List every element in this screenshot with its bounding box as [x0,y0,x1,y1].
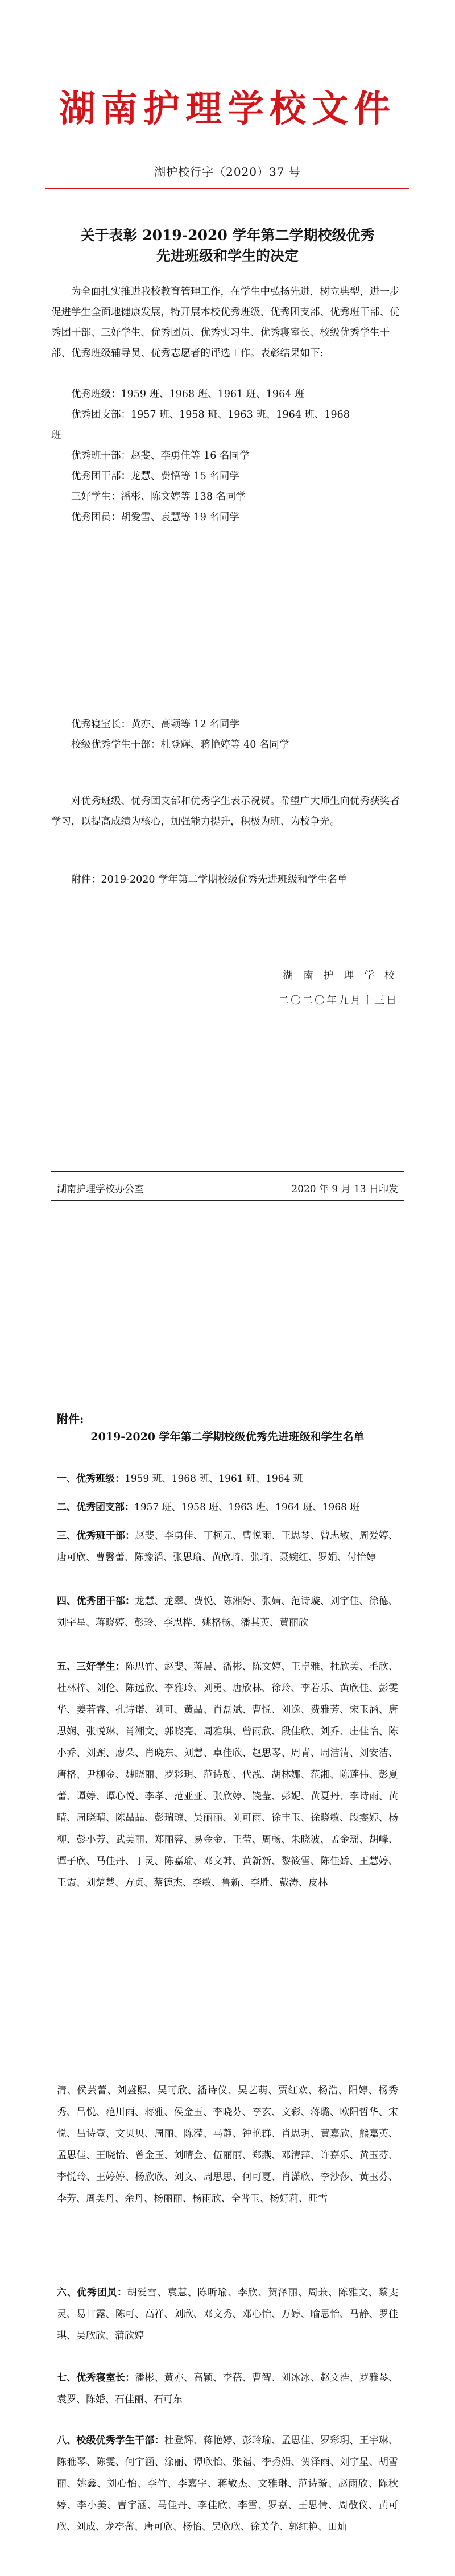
signature-organization: 湖 南 护 理 学 校 [283,970,398,982]
annex-section [57,1468,398,1490]
award-list [51,384,407,527]
annex-section [57,2367,398,2410]
footer-print-date: 2020 年 9 月 13 日印发 [291,1184,398,1195]
annex-section-text: 龙慧、龙翠、费悦、陈湘婷、张婧、范诗璇、刘宇佳、徐德、刘宇星、蒋晓婷、彭玲、李思桦、姚格畅、潘其英、黄丽欣 [57,1596,399,1629]
annex-section-label: 六、优秀团员： [57,2287,127,2298]
annex-section-text: 清、侯芸蕾、刘盛熙、吴可欣、潘诗仪、吴艺萌、贾红欢、杨浩、阳婷、杨秀秀、吕悦、范川雨、蒋雅、侯金玉、李晓芬、李玄、文彩、蒋璐、欧阳哲华、宋悦、吕诗壹、文贝贝、周丽、陈滢、马静、钟艳群、肖思玥、黄嘉欣、熊嘉英、孟思佳、王晓怡、曾金玉、刘晴金、伍丽丽、郑燕、邓清萍、许嘉乐、黄玉芬、李悦玲、王婷婷、杨欣欣、刘文、周思思、何可夏、肖潇欣、李沙莎、黄玉芬、李芳、周美丹、余丹、杨丽丽、杨雨欣、全普玉、杨好莉、旺雪 [57,2085,398,2204]
annex-section [57,1656,398,1894]
attachment-note: 附件：2019-2020 学年第二学期校级优秀先进班级和学生名单 [71,874,348,885]
annex-section-text: 潘彬、黄亦、高颖、李蓓、曹智、刘冰冰、赵文浩、罗雅琴、袁罗、陈婚、石佳丽、石可东 [57,2372,399,2405]
annex-section [57,1590,398,1634]
annex-section-text: 1957 班、1958 班、1963 班、1964 班、1968 班 [134,1502,360,1513]
annex-section-label: 七、优秀寝室长： [57,2372,135,2384]
annex-title: 2019-2020 学年第二学期校级优秀先进班级和学生名单 [90,1431,365,1443]
award-item: 三好学生：潘彬、陈文婷等 138 名同学 [71,491,246,502]
annex-section [57,2282,398,2347]
award-item: 班 [51,430,61,441]
footer-issuer: 湖南护理学校办公室 [57,1184,144,1195]
decision-closing: 对优秀班级、优秀团支部和优秀学生表示祝贺。希望广大师生向优秀获奖者学习，以提高成绩为核心，加强能力提升，积极为班、为校争光。 [51,796,400,827]
annex-section-text: 陈思竹、赵斐、蒋晨、潘彬、陈文婷、王卓雅、杜欣美、毛欣、杜林梓、刘伦、陈远欣、李雅玲、刘勇、唐欣林、徐玲、李若乐、黄欣佳、彭雯华、姜若睿、孔诗诺、刘可、黄晶、肖磊斌、曹悦、刘逸、费雅芳、宋玉涵、唐思娴、张悦琳、肖湘文、郭晓亮、周雅琪、曾雨欣、段佳欣、刘乔、庄佳怡、陈小乔、刘甄、廖朵、肖晓东、刘慧、卓佳欣、赵思琴、周青、周洁清、刘安洁、唐格、尹柳金、魏晓丽、罗彩玥、范诗璇、代泓、胡林娜、范湘、陈莲伟、彭夏蕾、谭婷、谭心悦、李孝、范亚亚、张欣婷、饶莹、彭妮、黄夏丹、李诗雨、黄晴、周晓晴、陈晶晶、彭瑞琼、吴丽丽、刘可雨、徐丰玉、徐晓敏、段雯婷、杨 柳、彭小芳、武美丽、郑丽蓉、易金金、王莹、周畅、朱晓波、孟金瑶、胡峰、谭子欣、马佳丹、丁灵、陈嘉瑜、邓文韩、黄新新、黎筱雪、陈佳娇、王慧婷、王霞、刘楚楚、方贞、蔡德杰、李敏、鲁新、李胜、戴涛、皮林 [57,1661,399,1889]
annex-section-label: 二、优秀团支部： [57,1502,134,1513]
footer-top-rule [51,1171,404,1172]
annex-section-text: 1959 班、1968 班、1961 班、1964 班 [125,1473,303,1485]
annex-section [57,1525,398,1568]
award-item: 优秀团员：胡爱雪、袁慧等 19 名同学 [71,512,239,523]
signature-date: 二〇二〇年九月十三日 [279,995,398,1007]
document-header-title: 湖南护理学校文件 [59,88,396,130]
document-number: 湖护校行字（2020）37 号 [154,165,301,179]
annex-section-label: 三、优秀班干部： [57,1530,135,1542]
annex-section-text: 赵斐、李勇佳、丁柯元、曹悦雨、王思琴、曾志敏、周爱婷、唐可欣、曹馨蕾、陈豫滔、张思瑜、黄欣琦、张琦、聂婉红、罗娟、付怡婷 [57,1530,399,1563]
annex-section-text: 胡爱雪、袁慧、陈昕瑜、李欣、贺泽丽、周兼、陈雅文、蔡雯灵、易甘露、陈可、高祥、刘欣、邓文秀、邓心怡、万婷、喻思怡、马静、罗佳琪、吴欣欣、蒲欣婷 [57,2287,399,2342]
award-item: 校级优秀学生干部：杜登辉、蒋艳婷等 40 名同学 [71,739,289,751]
award-item: 优秀团干部：龙慧、费悟等 15 名同学 [71,471,239,482]
decision-title-line2: 先进班级和学生的决定 [156,248,299,264]
annex-section [57,2430,398,2538]
award-item: 优秀班级：1959 班、1968 班、1961 班、1964 班 [71,389,305,400]
red-divider-line [46,188,410,189]
award-item: 优秀班干部：赵斐、李勇佳等 16 名同学 [71,450,250,461]
annex-section-label: 五、三好学生： [57,1661,126,1672]
award-item: 优秀寝室长：黄亦、高颖等 12 名同学 [71,719,239,730]
decision-title-line1: 关于表彰 2019-2020 学年第二学期校级优秀 [80,227,375,244]
decision-intro: 为全面扎实推进我校教育管理工作，在学生中弘扬先进，树立典型，进一步促进学生全面地健康发展，特开展本校优秀班级、优秀团支部、优秀班干部、优秀团干部、三好学生、优秀团员、优秀实习生、优秀寝室长、校级优秀学生干部、优秀班级辅导员、优秀志愿者的评选工作。表彰结果如下: [51,286,400,359]
footer [57,1181,398,1195]
award-item: 优秀团支部：1957 班、1958 班、1963 班、1964 班、1968 [71,409,350,421]
footer-bottom-rule [51,1200,404,1201]
annex-section [57,1497,398,1518]
annex-label: 附件: [57,1412,84,1426]
annex-section-label: 四、优秀团干部： [57,1596,135,1607]
award-list-continued [71,714,407,755]
annex-section [57,2080,398,2210]
annex-section-text: 杜登辉、蒋艳婷、彭玲瑜、孟思佳、罗彩玥、王宇琳、陈雅琴、陈雯、何宇涵、涂丽、谭欣怡、张福、李秀娟、贺泽雨、刘宇星、胡雪丽、姚鑫、刘心怡、李竹、李嘉宇、蒋敏杰、文雅琳、范诗璇、赵雨欣、陈秋婷、李小美、曹宇涵、马佳丹、李佳欣、李雪、罗嘉、王思倩、周敬仪、黄可欣、刘成、龙亭蕾、唐可欣、杨怡、吴欣欣、徐美华、郭红艳、田灿 [57,2435,399,2533]
annex-section-label: 一、优秀班级： [57,1473,125,1485]
annex-section-label: 八、校级优秀学生干部： [57,2435,164,2446]
